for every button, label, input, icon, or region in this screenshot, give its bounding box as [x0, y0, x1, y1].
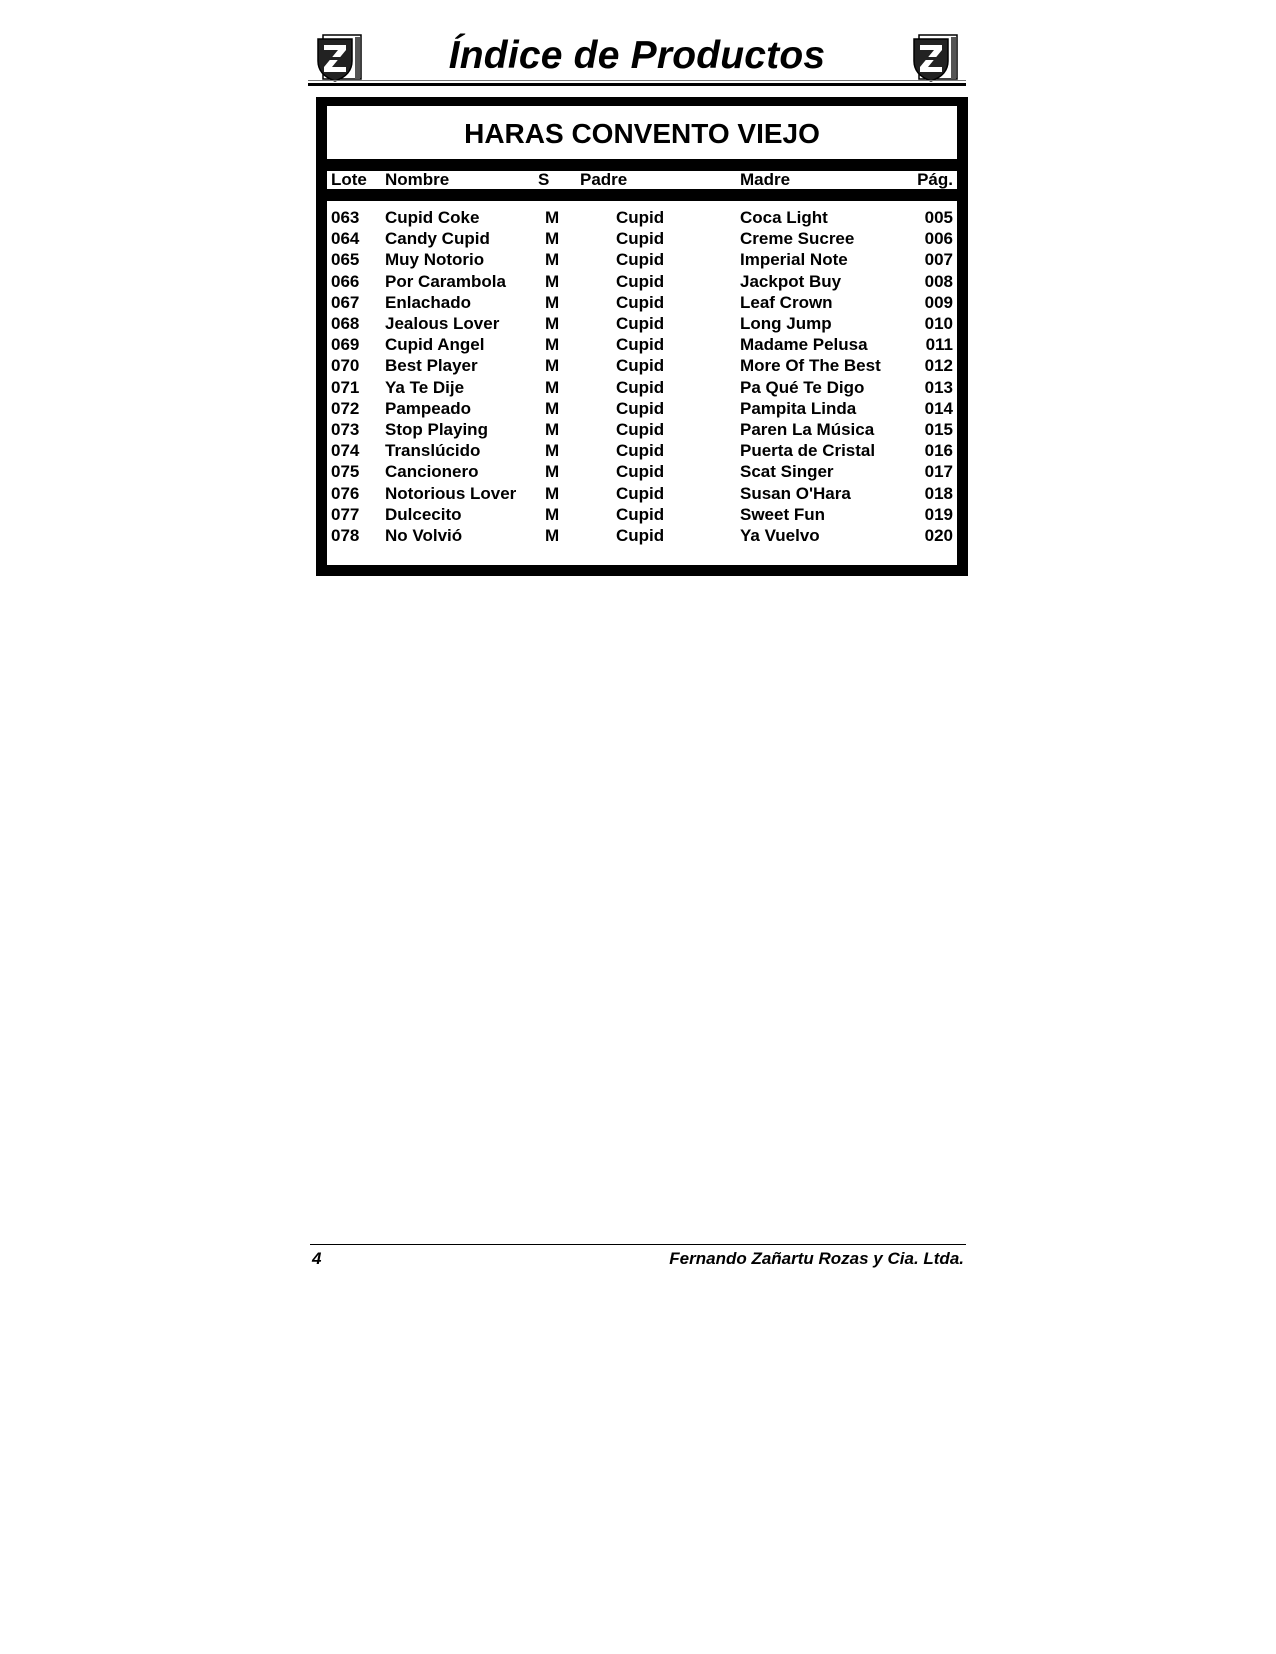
cell-madre: Madame Pelusa — [740, 335, 868, 355]
cell-lote: 065 — [331, 250, 360, 270]
cell-nombre: Cupid Angel — [385, 335, 485, 355]
cell-madre: Paren La Música — [740, 420, 875, 439]
cell-madre: Leaf Crown — [740, 292, 833, 312]
cell-padre: Cupid — [616, 462, 665, 482]
cell-nombre: Candy Cupid — [385, 229, 490, 249]
cell-nombre: Jealous Lover — [385, 314, 500, 333]
cell-pag: 011 — [925, 335, 953, 355]
company-name: Fernando Zañartu Rozas y Cia. Ltda. — [669, 1249, 964, 1268]
cell-pag: 008 — [924, 271, 953, 291]
cell-sexo: M — [545, 335, 560, 355]
cell-padre: Cupid — [616, 250, 665, 270]
cell-lote: 071 — [331, 377, 360, 397]
table-row — [327, 419, 957, 440]
cell-lote: 077 — [331, 504, 360, 524]
cell-sexo: M — [545, 271, 560, 291]
cell-nombre: Muy Notorio — [385, 250, 485, 270]
cell-pag: 010 — [924, 314, 953, 333]
cell-pag: 017 — [924, 462, 953, 482]
cell-madre: Puerta de Cristal — [740, 441, 876, 461]
page-header — [308, 30, 966, 86]
cell-padre: Cupid — [616, 229, 665, 249]
table-row — [327, 525, 957, 546]
table-row — [327, 440, 957, 461]
footer-divider — [310, 1244, 966, 1245]
cell-pag: 007 — [924, 250, 953, 270]
cell-nombre: Best Player — [385, 356, 478, 376]
cell-lote: 073 — [331, 420, 360, 439]
table-row — [327, 207, 957, 228]
table-row — [327, 461, 957, 482]
index-box — [316, 97, 968, 576]
cell-madre: Imperial Note — [740, 250, 848, 270]
cell-nombre: Translúcido — [385, 441, 481, 461]
cell-padre: Cupid — [616, 483, 665, 503]
cell-madre: Susan O'Hara — [740, 483, 851, 503]
cell-pag: 020 — [924, 526, 953, 545]
cell-sexo: M — [545, 292, 560, 312]
cell-sexo: M — [545, 526, 560, 545]
cell-padre: Cupid — [616, 377, 665, 397]
cell-padre: Cupid — [616, 504, 665, 524]
cell-lote: 069 — [331, 335, 360, 355]
cell-sexo: M — [545, 462, 560, 482]
table-row — [327, 271, 957, 292]
cell-lote: 074 — [331, 441, 360, 461]
column-header-sexo: S — [538, 170, 550, 189]
cell-madre: Pa Qué Te Digo — [740, 377, 865, 397]
cell-lote: 078 — [331, 526, 360, 545]
cell-sexo: M — [545, 377, 560, 397]
cell-lote: 076 — [331, 483, 360, 503]
cell-sexo: M — [545, 229, 560, 249]
table-row — [327, 483, 957, 504]
cell-nombre: Stop Playing — [385, 420, 488, 439]
section-title-area — [327, 106, 957, 159]
cell-pag: 014 — [924, 398, 953, 418]
cell-lote: 063 — [331, 208, 360, 227]
cell-nombre: Pampeado — [385, 398, 471, 418]
cell-sexo: M — [545, 504, 560, 524]
cell-sexo: M — [545, 356, 560, 376]
column-header-pag: Pág. — [917, 170, 953, 189]
cell-padre: Cupid — [616, 526, 665, 545]
cell-nombre: Por Carambola — [385, 271, 506, 291]
section-title: HARAS CONVENTO VIEJO — [464, 118, 820, 149]
header-divider — [308, 83, 966, 86]
table-row — [327, 313, 957, 334]
cell-pag: 015 — [924, 420, 953, 439]
cell-lote: 075 — [331, 462, 360, 482]
table-row — [327, 292, 957, 313]
cell-sexo: M — [545, 208, 560, 227]
page-footer — [310, 1244, 966, 1274]
cell-padre: Cupid — [616, 292, 665, 312]
cell-madre: Pampita Linda — [740, 398, 857, 418]
cell-sexo: M — [545, 314, 560, 333]
cell-lote: 067 — [331, 292, 360, 312]
table-body — [327, 201, 957, 565]
cell-nombre: Cupid Coke — [385, 208, 480, 227]
table-row — [327, 504, 957, 525]
cell-lote: 066 — [331, 271, 360, 291]
table-row — [327, 228, 957, 249]
cell-padre: Cupid — [616, 208, 665, 227]
cell-padre: Cupid — [616, 420, 665, 439]
cell-padre: Cupid — [616, 356, 665, 376]
page-title: Índice de Productos — [448, 34, 826, 77]
cell-madre: Creme Sucree — [740, 229, 855, 249]
cell-nombre: Enlachado — [385, 292, 471, 312]
page-number: 4 — [312, 1249, 322, 1268]
cell-pag: 016 — [924, 441, 953, 461]
cell-lote: 070 — [331, 356, 360, 376]
cell-nombre: Ya Te Dije — [385, 377, 465, 397]
cell-lote: 072 — [331, 398, 360, 418]
cell-madre: Coca Light — [740, 208, 828, 227]
cell-pag: 005 — [924, 208, 953, 227]
cell-pag: 006 — [924, 229, 953, 249]
cell-nombre: Notorious Lover — [385, 483, 517, 503]
cell-sexo: M — [545, 250, 560, 270]
cell-lote: 068 — [331, 314, 360, 333]
table-row — [327, 377, 957, 398]
cell-pag: 009 — [924, 292, 953, 312]
column-header-madre: Madre — [740, 170, 791, 189]
cell-madre: More Of The Best — [740, 356, 881, 376]
cell-madre: Long Jump — [740, 314, 832, 333]
cell-sexo: M — [545, 483, 560, 503]
cell-nombre: No Volvió — [385, 526, 463, 545]
column-header-padre: Padre — [580, 170, 628, 189]
cell-sexo: M — [545, 420, 560, 439]
header-divider-thin — [308, 80, 966, 81]
cell-pag: 012 — [924, 356, 953, 376]
table-row — [327, 334, 957, 355]
cell-padre: Cupid — [616, 441, 665, 461]
cell-nombre: Cancionero — [385, 462, 479, 482]
table-row — [327, 398, 957, 419]
cell-madre: Ya Vuelvo — [740, 526, 820, 545]
cell-pag: 019 — [924, 504, 953, 524]
cell-nombre: Dulcecito — [385, 504, 462, 524]
cell-sexo: M — [545, 441, 560, 461]
cell-madre: Jackpot Buy — [740, 271, 842, 291]
cell-padre: Cupid — [616, 271, 665, 291]
table-header — [327, 171, 957, 189]
column-header-nombre: Nombre — [385, 170, 450, 189]
cell-padre: Cupid — [616, 335, 665, 355]
column-header-lote: Lote — [331, 170, 367, 189]
table-row — [327, 355, 957, 376]
cell-sexo: M — [545, 398, 560, 418]
cell-lote: 064 — [331, 229, 360, 249]
cell-pag: 018 — [924, 483, 953, 503]
cell-madre: Sweet Fun — [740, 504, 826, 524]
cell-pag: 013 — [924, 377, 953, 397]
table-row — [327, 249, 957, 270]
zf-shield-logo-icon — [910, 33, 960, 83]
cell-madre: Scat Singer — [740, 462, 834, 482]
cell-padre: Cupid — [616, 314, 665, 333]
cell-padre: Cupid — [616, 398, 665, 418]
